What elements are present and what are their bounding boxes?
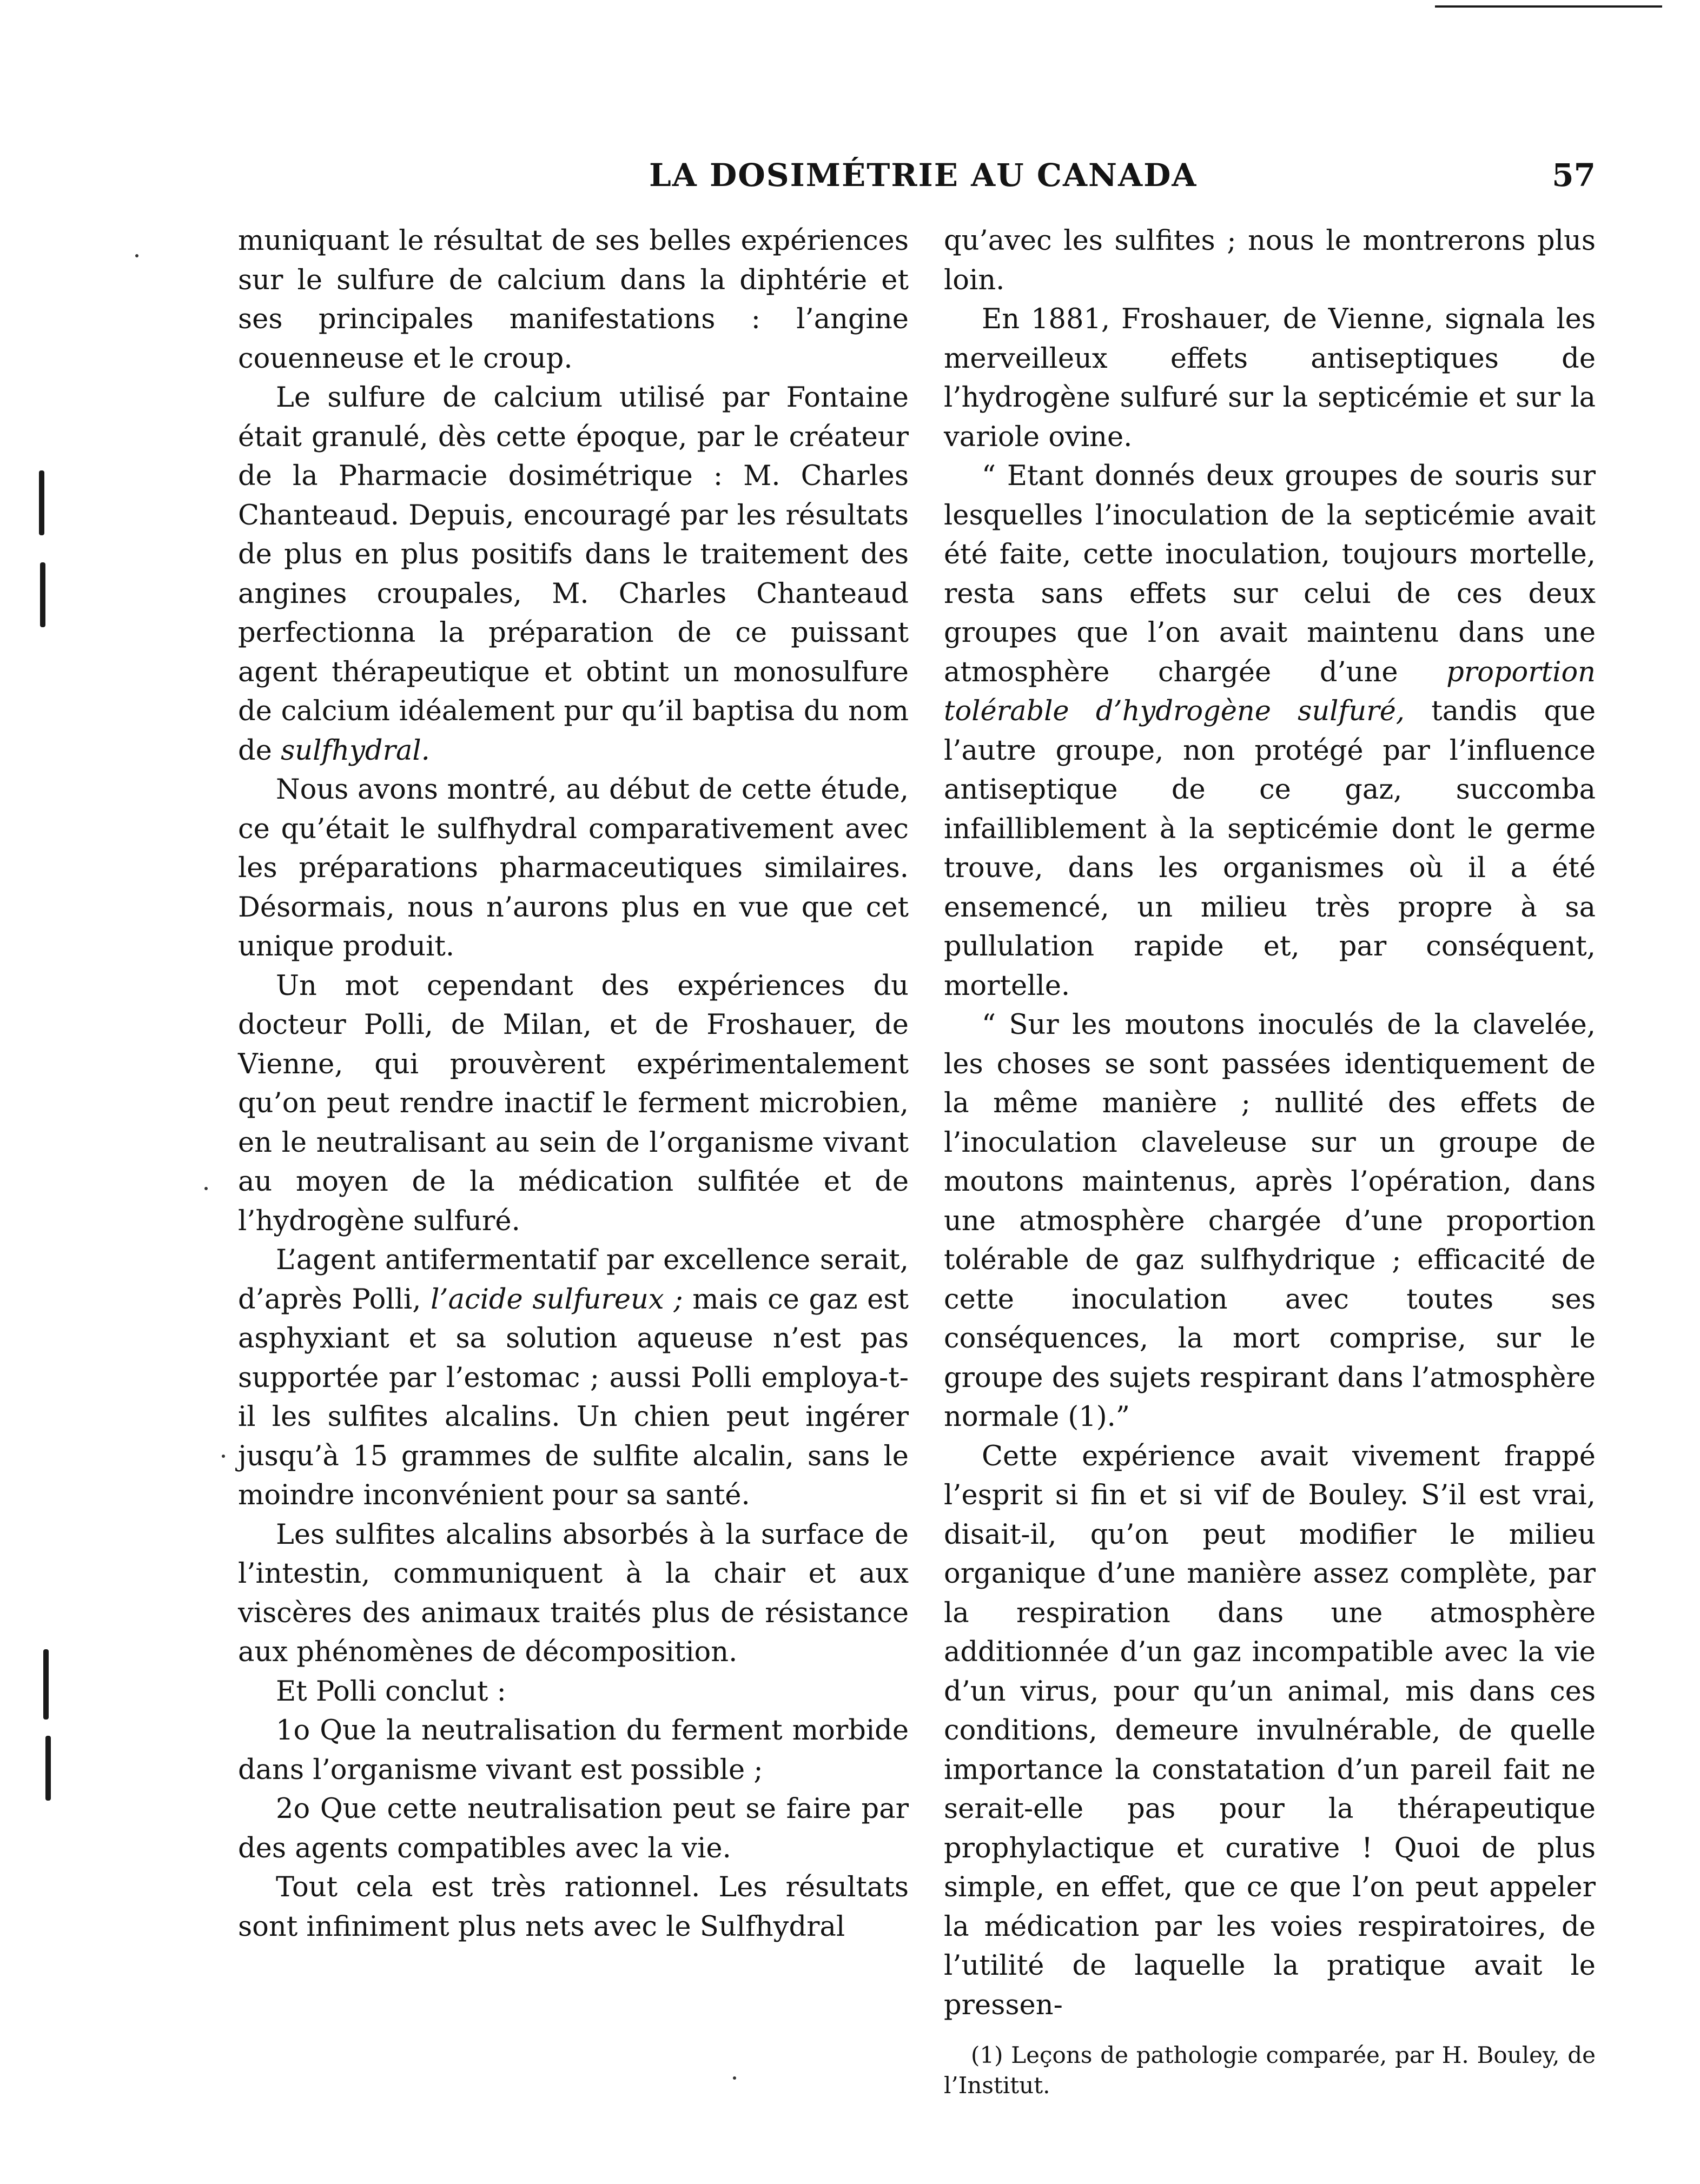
running-header (649, 157, 1596, 195)
paragraph (944, 457, 1596, 1006)
list-item: 2o Que cette neutralisation peut se faire par des agents compatibles avec la vie. (238, 1793, 909, 1864)
paragraph-text: tandis que l’autre groupe, non protégé par l’influence antiseptique de ce gaz, succomba infailliblement à la septicémie dont le germe trouve, dans les organismes où il a été ensemencé, un milieu très propre à sa pullulation rapide et, par conséquent, mortelle. (944, 695, 1596, 1002)
paragraph-text: “ Etant donnés deux groupes de souris sur lesquelles l’inoculation de la septicémie avait été faite, cette inoculation, toujours mortelle, resta sans effets sur celui de ces deux groupes que l’on avait maintenu dans une atmosphère chargée d’une (944, 460, 1596, 688)
list-item: 1o Que la neutralisation du ferment morbide dans l’organisme vivant est possible ; (238, 1715, 909, 1786)
paragraph: Un mot cependant des expériences du docteur Polli, de Milan, et de Froshauer, de Vienne, qui prouvèrent expérimentalement qu’on peut rendre inactif le ferment microbien, en le neutralisant au sein de l’organisme vivant au moyen de la médication sulfitée et de l’hydrogène sulfuré. (238, 970, 909, 1237)
paragraph-text: Le sulfure de calcium utilisé par Fontaine était granulé, dès cette époque, par le créateur de la Pharmacie dosimétrique : M. Charles Chanteaud. Depuis, encouragé par les résultats de plus en plus positifs dans le traitement des angines croupales, M. Charles Chanteaud perfectionna la préparation de ce puissant agent thérapeutique et obtint un monosulfure de calcium idéalement pur qu’il baptisa du nom de (238, 382, 909, 767)
paragraph-text: mais ce gaz est asphyxiant et sa solution aqueuse n’est pas supportée par l’estomac ; aussi Polli employa-t-il les sulfites alcalins. Un chien peut ingérer jusqu’à 15 grammes de sulfite alcalin, sans le moindre inconvénient pour sa santé. (238, 1283, 909, 1511)
scan-speck (204, 1187, 208, 1190)
page-number: 57 (1552, 157, 1596, 194)
running-title: LA DOSIMÉTRIE AU CANADA (649, 157, 1198, 194)
paragraph (238, 1241, 909, 1516)
paragraph: Cette expérience avait vivement frappé l’esprit si fin et si vif de Bouley. S’il est vrai, disait-il, qu’on peut modifier le milieu organique d’une manière assez complète, par la respiration dans une atmosphère additionnée d’un gaz incompatible avec la vie d’un virus, pour qu’un animal, mis dans ces conditions, demeure invulnérable, de quelle importance la constatation d’un pareil fait ne serait-elle pas pour la thérapeutique prophylactique et curative ! Quoi de plus simple, en effet, que ce que l’on peut appeler la médication par les voies respiratoires, de l’utilité de laquelle la pratique avait le pressen- (944, 1440, 1596, 2021)
paragraph: Nous avons montré, au début de cette étude, ce qu’était le sulfhydral comparativement avec les préparations pharmaceutiques similaires. Désormais, nous n’aurons plus en vue que cet unique produit. (238, 774, 909, 962)
italic-term: sulfhydral. (281, 734, 430, 767)
paragraph: “ Sur les moutons inoculés de la clavelée, les choses se sont passées identiquement de la même manière ; nullité des effets de l’inoculation claveleuse sur un groupe de moutons maintenus, après l’opération, dans une atmosphère chargée d’une proportion tolérable de gaz sulfhydrique ; efficacité de cette inoculation avec toutes ses conséquences, la mort comprise, sur le groupe des sujets respirant dans l’atmosphère normale (1).” (944, 1009, 1596, 1433)
footnote: (1) Leçons de pathologie comparée, par H. Bouley, de l’Institut. (944, 2042, 1596, 2099)
paragraph: qu’avec les sulfites ; nous le montrerons plus loin. (944, 225, 1596, 296)
scan-speck (135, 254, 138, 257)
scan-mark (45, 1736, 51, 1801)
scan-speck (733, 2076, 736, 2080)
paragraph: Et Polli conclut : (276, 1675, 506, 1708)
left-column (238, 222, 909, 1947)
scan-mark (39, 470, 44, 535)
paragraph (238, 379, 909, 771)
top-rule (1435, 5, 1662, 8)
scan-speck (222, 1455, 225, 1458)
paragraph: Les sulfites alcalins absorbés à la surface de l’intestin, communiquent à la chair et aux viscères des animaux traités plus de résistance aux phénomènes de décomposition. (238, 1518, 909, 1668)
paragraph-text: L’agent antifermentatif par excellence serait, d’après Polli, (238, 1244, 909, 1316)
paragraph: En 1881, Froshauer, de Vienne, signala les merveilleux effets antiseptiques de l’hydrogène sulfuré sur la septicémie et sur la variole ovine. (944, 303, 1596, 453)
paragraph: Tout cela est très rationnel. Les résultats sont infiniment plus nets avec le Sulfhydral (238, 1871, 909, 1943)
scan-mark (40, 562, 45, 627)
italic-term: l’acide sulfureux ; (431, 1283, 683, 1316)
paragraph: muniquant le résultat de ses belles expériences sur le sulfure de calcium dans la diphtérie et ses principales manifestations : l’angine couenneuse et le croup. (238, 225, 909, 375)
right-column (944, 222, 1596, 2101)
scan-mark (43, 1649, 49, 1720)
italic-term: proportion tolérable d’hydrogène sulfuré, (944, 656, 1596, 727)
